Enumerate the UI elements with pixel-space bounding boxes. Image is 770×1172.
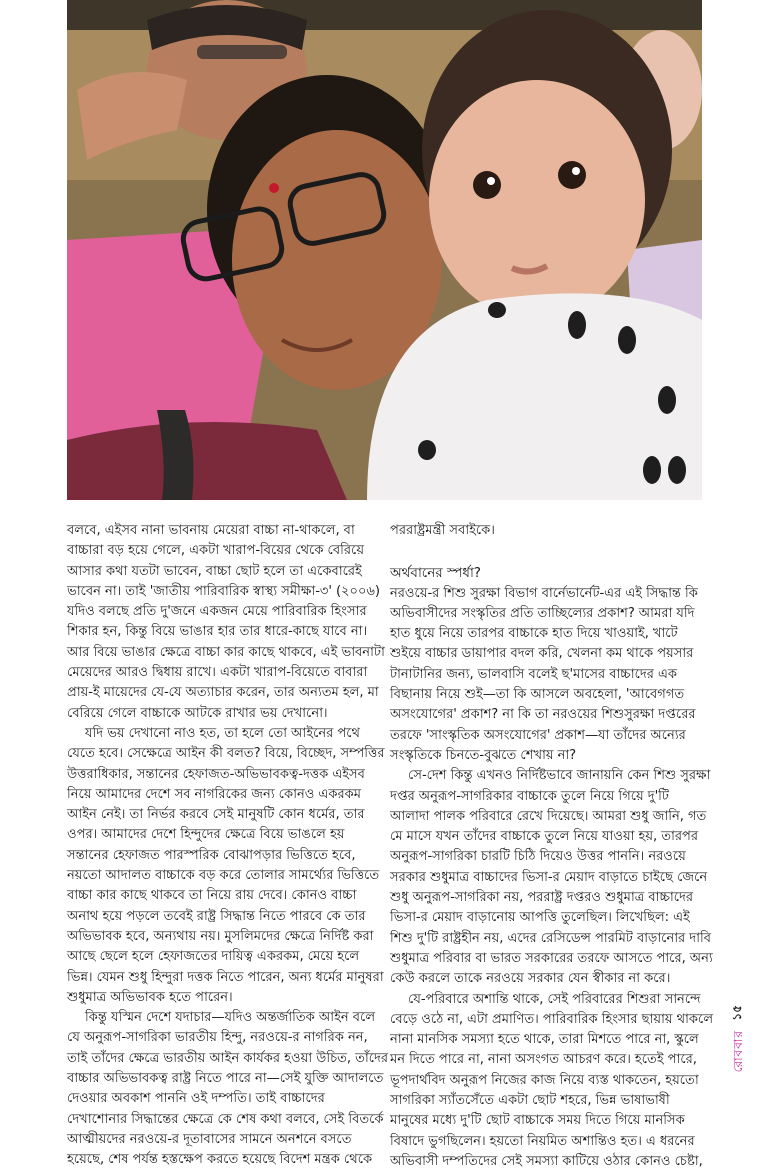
text-line: কিন্তু যস্মিন দেশে যদাচার—যদিও অন্তর্জাতিক আইন বলে (85, 1010, 376, 1026)
photo-illustration (67, 0, 702, 500)
page-number: ১৫ (730, 1005, 744, 1021)
publication-label (728, 1030, 748, 1090)
text-line: টানাটানির জন্য, ভালবাসি বলেই ছ'মাসের বাচ্চাদের এক (390, 666, 678, 682)
column-body (390, 584, 714, 1172)
text-line: সাগরিকা স্যাঁতসেঁতে একটা ছোট শহরে, ভিন্ন ভাষাভাষী (390, 1093, 670, 1109)
text-line: কেউ করলে তাকে নরওয়ে সরকার যেন স্বীকার না করে। (390, 971, 671, 987)
text-line: সন্তানের হেফাজত পারস্পরিক বোঝাপড়ার ভিত্তিতে হবে, (67, 847, 356, 863)
text-line: বাচ্চারা বড় হয়ে গেলে, একটা খারাপ-বিয়ের থেকে বেরিয়ে (67, 543, 365, 559)
text-line: নানা মানসিক সমস্যা হতে থাকে, তারা মিশতে পারে না, স্কুলে (390, 1032, 699, 1048)
text-line: বিছানায় নিয়ে শুই—তা কি আসলে অবহেলা, 'আবেগগত (390, 687, 685, 703)
text-line: বলবে, এইসব নানা ভাবনায় মেয়েরা বাচ্চা না-থাকলে, বা (67, 523, 355, 538)
text-line: অনাথ হয়ে পড়লে তবেই রাষ্ট্র সিদ্ধান্ত নিতে পারবে কে তার (67, 908, 366, 924)
text-line: ওপর। আমাদের দেশে হিন্দুদের ক্ষেত্রে বিয়ে ভাঙলে হয় (67, 827, 345, 843)
text-line: প্রায়-ই মায়েদের যে-যে অত্যাচার করেন, তার অন্যতম হল, মা (67, 685, 379, 701)
text-line: অভিভাবক হবে, অন্যথায় নয়। মুসলিমদের ক্ষেত্রে নির্দিষ্ট করা (67, 928, 374, 944)
text-line: অনুরূপ-সাগরিকা চারটি চিঠি দিয়েও উত্তর পাননি। নরওয়ে (390, 849, 686, 865)
article-photo (67, 0, 702, 500)
text-line: শিশু দু'টি রাষ্ট্রহীন নয়, এদের রেসিডেন্স পারমিট বাড়ানোর দাবি (390, 930, 711, 946)
text-line: দেওয়ার অবকাশ পাননি ওই দম্পতি। তাই বাচ্চাদের (67, 1091, 325, 1107)
text-line: হয়েছে, শেষ পর্যন্ত হস্তক্ষেপ করতে হয়েছে বিদেশ মন্ত্রক থেকে (67, 1152, 373, 1168)
text-line: নয়তো আদালত বাচ্চাকে বড় করে তোলার সামর্থ্যের ভিত্তিতে (67, 868, 380, 884)
text-line: নিয়ে আমাদের দেশে সব নাগরিকের জন্য কোনও একরকম (67, 786, 361, 802)
text-line: যে-পরিবারে অশান্তি থাকে, সেই পরিবারের শিশুরা সানন্দে (408, 991, 701, 1007)
text-line: আছে ছেলে হলে হেফাজতের দায়িত্ব একরকম, মেয়ে হলে (67, 949, 360, 965)
text-line: তাই তাঁদের ক্ষেত্রে ভারতীয় আইন কার্যকর হওয়া উচিত, তাঁদের (67, 1050, 388, 1066)
article-column-right (390, 521, 714, 1172)
text-line: সংস্কৃতিকে চিনতে-বুঝতে শেখায় না? (390, 747, 577, 763)
text-line: আর বিয়ে ভাঙার ক্ষেত্রে বাচ্চা কার কাছে থাকবে, এই ভাবনাটা (67, 644, 385, 660)
text-line: বেড়ে ওঠে না, এটা প্রমাণিত। পারিবারিক হিংসার ছায়ায় থাকলে (390, 1011, 714, 1027)
text-line: ভাবেন না। তাই 'জাতীয় পারিবারিক স্বাস্থ্য সমীক্ষা-৩' (২০০৬) (67, 583, 380, 599)
text-line: অসংযোগের' প্রকাশ? না কি তা নরওয়ের শিশুসুরক্ষা দপ্তরের (390, 707, 696, 723)
text-line: অভিবাসীদের সংস্কৃতির প্রতি তাচ্ছিল্যের প্রকাশ? আমরা যদি (390, 605, 695, 621)
spacer (390, 541, 702, 563)
text-line: অভিবাসী দম্পতিদের সেই সমস্যা কাটিয়ে ওঠার কোনও চেষ্টা, (390, 1153, 703, 1169)
text-line: দেখাশোনার সিদ্ধান্তের ক্ষেত্রে কে শেষ কথা বলবে, সেই বিতর্কে (67, 1111, 384, 1127)
text-line: যদিও বলছে প্রতি দু'জনে একজন মেয়ে পারিবারিক হিংসার (67, 604, 367, 620)
text-line: আত্মীয়দের নরওয়ে-র দূতাবাসের সামনে অনশনে বসতে (67, 1131, 352, 1147)
text-line: হাত ধুয়ে নিয়ে তারপর বাচ্চাকে হাত দিয়ে খাওয়াই, খাটে (390, 626, 678, 642)
column-opening-line: পররাষ্ট্রমন্ত্রী সবাইকে। (390, 523, 495, 538)
text-line: দপ্তর অনুরূপ-সাগরিকার বাচ্চাকে তুলে নিয়ে গিয়ে দু'টি (390, 788, 670, 804)
text-line: মেয়েদের আরও দ্বিধায় রাখে। একটা খারাপ-বিয়েতে বাবারা (67, 665, 368, 681)
text-line: যেতে হবে। সেক্ষেত্রে আইন কী বলত? বিয়ে, বিচ্ছেদ, সম্পত্তির (67, 746, 385, 762)
text-line: ভিসা-র মেয়াদ বাড়ানোয় আপত্তি তুলেছিল। লিখেছিল: এই (390, 910, 690, 926)
text-line: যদি ভয় দেখানো নাও হত, তা হলে তো আইনের পথে (85, 725, 360, 741)
text-line: মানুষের মধ্যে দু'টি ছোট বাচ্চাকে সময় দিতে গিয়ে মানসিক (390, 1113, 685, 1129)
text-line: তরফে 'সাংস্কৃতিক অসংযোগের' প্রকাশ—যা তাঁদের অন্যের (390, 727, 686, 743)
text-line: উত্তরাধিকার, সন্তানের হেফাজত-অভিভাবকত্ব-দত্তক এইসব (67, 766, 365, 782)
text-line: সরকার শুধুমাত্র বাচ্চাদের ভিসা-র মেয়াদ বাড়াতে চাইছে জেনে (390, 869, 708, 885)
text-line: আসার কথা যতটা ভাবেন, বাচ্চা ছোট হলে তা একেবারেই (67, 563, 362, 579)
text-line: মন দিতে পারে না, নানা অসংগত আচরণ করে। হতেই পারে, (390, 1052, 697, 1068)
text-line: আলাদা পালক পরিবারে রেখে দিয়েছে। আমরা শুধু জানি, গত (390, 808, 707, 824)
text-line: বাচ্চা কার কাছে থাকবে তা নিয়ে রায় দেবে। কোনও বাচ্চা (67, 888, 357, 904)
text-line: শুধু অনুরূপ-সাগরিকা নয়, পররাষ্ট্র দপ্তরও শুধুমাত্র বাচ্চাদের (390, 890, 694, 906)
text-line: ভূপদার্থবিদ অনুরূপ নিজের কাজ নিয়ে ব্যস্ত থাকতেন, হয়তো (390, 1072, 699, 1088)
text-line: মে মাসে যখন তাঁদের বাচ্চাকে তুলে নিয়ে যাওয়া হয়, তারপর (390, 829, 699, 845)
text-line: শুধুমাত্র পরিবার বা ভারত সরকারের তরফে আসতে পারে, অন্য (390, 950, 713, 966)
text-line: বেরিয়ে গেলে বাচ্চাকে আটকে রাখার ভয় দেখানো। (67, 705, 328, 721)
text-line: বিষাদে ভুগছিলেন। হয়তো নিয়মিত অশান্তিও হত। এ ধরনের (390, 1133, 695, 1149)
text-line: শুইয়ে বাচ্চার ডায়াপার বদল করি, খেলনা কম থাকে পয়সার (390, 646, 694, 662)
text-line: আইন নেই। তা নির্ভর করবে সেই মানুষটি কোন ধর্মের, তার (67, 807, 365, 823)
text-line: বাচ্চার অভিভাবকত্ব রাষ্ট্র নিতে পারে না—সেই যুক্তি আদালতে (67, 1071, 384, 1087)
publication-label-text: রোববার (731, 1030, 745, 1073)
text-line: শিকার হন, কিন্তু বিয়ে ভাঙার হার তার ধারে-কাছে যাবে না। (67, 624, 368, 640)
section-subheading: অর্থবানের স্পর্ধা? (390, 565, 481, 582)
article-column-left (67, 521, 388, 1171)
text-line: নরওয়ে-র শিশু সুরক্ষা বিভাগ বার্নেভার্নেট-এর এই সিদ্ধান্ত কি (390, 585, 698, 601)
text-line: শুধুমাত্র অভিভাবক হতে পারেন। (67, 989, 233, 1005)
text-line: সে-দেশ কিন্তু এখনও নির্দিষ্টভাবে জানায়নি কেন শিশু সুরক্ষা (408, 768, 711, 784)
text-line: যে অনুরূপ-সাগরিকা ভারতীয় হিন্দু, নরওয়ে-র নাগরিক নন, (67, 1030, 368, 1046)
text-line: ভিন্ন। যেমন শুধু হিন্দুরা দত্তক নিতে পারেন, অন্য ধর্মের মানুষরা (67, 969, 384, 985)
